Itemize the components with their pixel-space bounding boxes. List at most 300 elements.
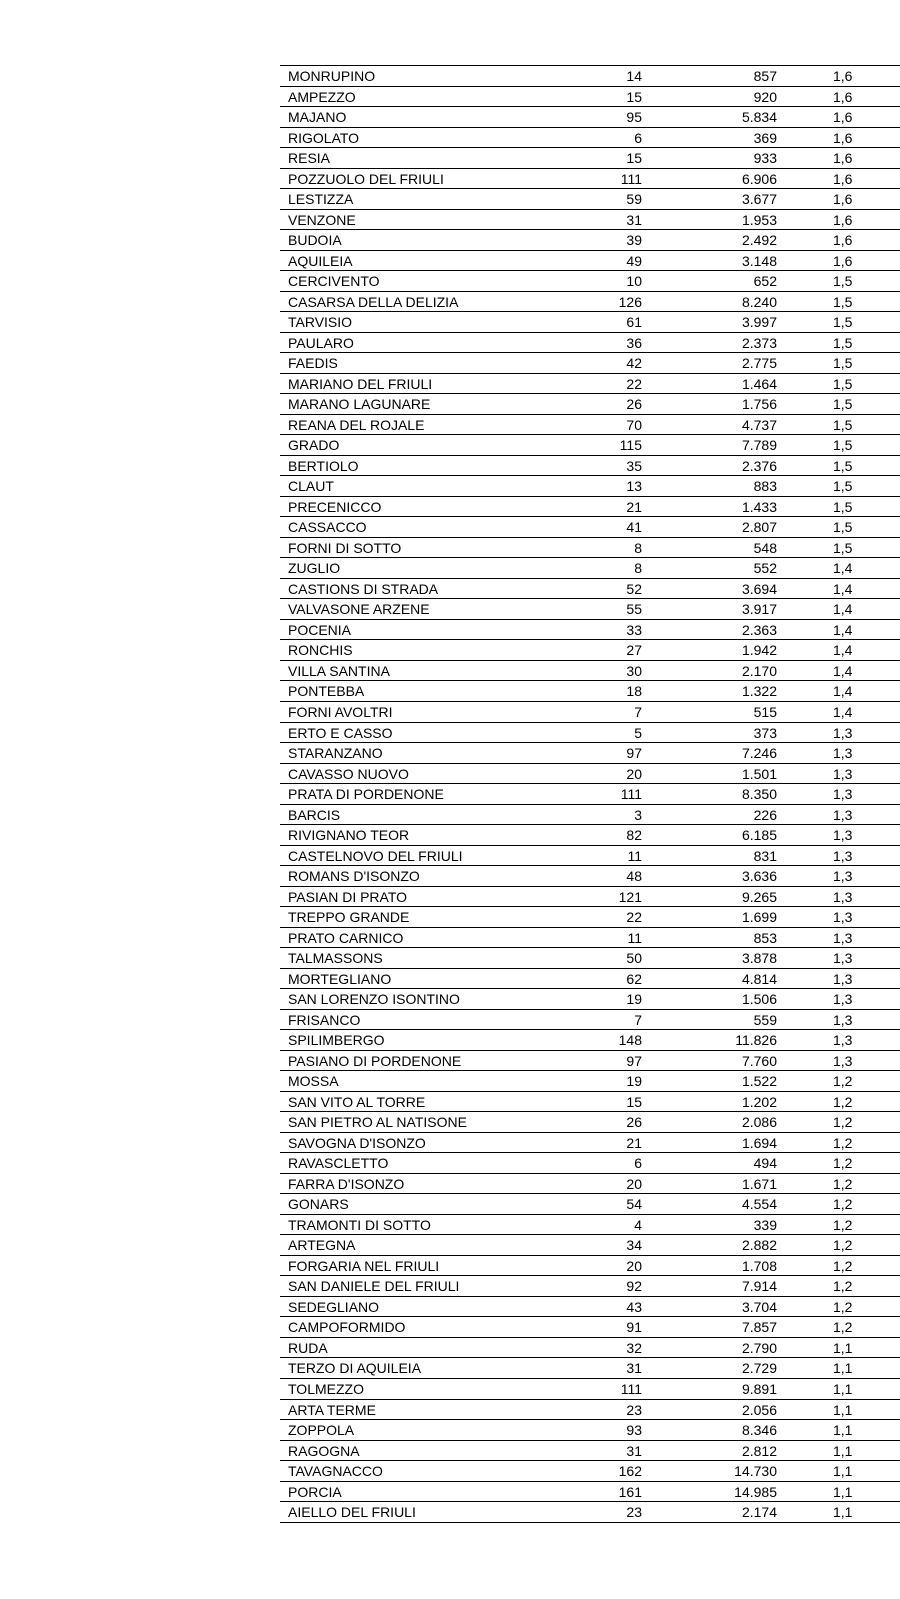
population: 1.322 bbox=[741, 683, 777, 700]
table-row bbox=[280, 1441, 900, 1462]
table-row bbox=[280, 620, 900, 641]
population: 1.433 bbox=[741, 498, 777, 515]
table-row bbox=[280, 456, 900, 477]
municipality-name: MAJANO bbox=[288, 109, 347, 126]
case-count: 32 bbox=[626, 1339, 642, 1356]
municipality-name: FORNI AVOLTRI bbox=[288, 703, 393, 720]
municipality-name: TALMASSONS bbox=[288, 950, 383, 967]
population: 7.789 bbox=[741, 437, 777, 454]
population: 652 bbox=[753, 273, 777, 290]
municipality-name: GRADO bbox=[288, 437, 340, 454]
table-row bbox=[280, 1133, 900, 1154]
case-count: 6 bbox=[634, 1155, 642, 1172]
municipality-name: PASIANO DI PORDENONE bbox=[288, 1052, 462, 1069]
population: 8.346 bbox=[741, 1422, 777, 1439]
population: 933 bbox=[753, 150, 777, 167]
rate-value: 1,3 bbox=[833, 847, 853, 864]
case-count: 126 bbox=[618, 293, 642, 310]
case-count: 91 bbox=[626, 1319, 642, 1336]
municipality-name: PRATO CARNICO bbox=[288, 929, 404, 946]
rate-value: 1,3 bbox=[833, 1011, 853, 1028]
rate-value: 1,6 bbox=[833, 252, 853, 269]
population: 3.677 bbox=[741, 191, 777, 208]
case-count: 22 bbox=[626, 375, 642, 392]
rate-value: 1,6 bbox=[833, 232, 853, 249]
table-row bbox=[280, 66, 900, 87]
municipality-name: GONARS bbox=[288, 1196, 349, 1213]
population: 3.148 bbox=[741, 252, 777, 269]
population: 3.997 bbox=[741, 314, 777, 331]
case-count: 30 bbox=[626, 662, 642, 679]
population: 226 bbox=[753, 806, 777, 823]
municipality-name: BUDOIA bbox=[288, 232, 342, 249]
population: 1.694 bbox=[741, 1134, 777, 1151]
rate-value: 1,2 bbox=[833, 1114, 853, 1131]
case-count: 49 bbox=[626, 252, 642, 269]
table-row bbox=[280, 1502, 900, 1523]
case-count: 121 bbox=[618, 888, 642, 905]
population: 1.708 bbox=[741, 1257, 777, 1274]
rate-value: 1,4 bbox=[833, 621, 853, 638]
case-count: 8 bbox=[634, 539, 642, 556]
population: 6.185 bbox=[741, 827, 777, 844]
rate-value: 1,3 bbox=[833, 806, 853, 823]
rate-value: 1,3 bbox=[833, 1032, 853, 1049]
rate-value: 1,2 bbox=[833, 1278, 853, 1295]
municipality-name: PRATA DI PORDENONE bbox=[288, 786, 444, 803]
table-row bbox=[280, 640, 900, 661]
case-count: 15 bbox=[626, 88, 642, 105]
table-row bbox=[280, 189, 900, 210]
case-count: 161 bbox=[618, 1483, 642, 1500]
population: 7.760 bbox=[741, 1052, 777, 1069]
municipality-name: ZOPPOLA bbox=[288, 1422, 355, 1439]
municipality-name: TERZO DI AQUILEIA bbox=[288, 1360, 422, 1377]
rate-value: 1,3 bbox=[833, 1052, 853, 1069]
municipality-name: CASARSA DELLA DELIZIA bbox=[288, 293, 459, 310]
population: 2.086 bbox=[741, 1114, 777, 1131]
population: 1.942 bbox=[741, 642, 777, 659]
rate-value: 1,4 bbox=[833, 601, 853, 618]
table-row bbox=[280, 333, 900, 354]
table-row bbox=[280, 1235, 900, 1256]
rate-value: 1,5 bbox=[833, 437, 853, 454]
rate-value: 1,5 bbox=[833, 498, 853, 515]
population: 2.492 bbox=[741, 232, 777, 249]
municipality-name: TAVAGNACCO bbox=[288, 1463, 383, 1480]
rate-value: 1,2 bbox=[833, 1298, 853, 1315]
rate-value: 1,3 bbox=[833, 909, 853, 926]
table-row bbox=[280, 538, 900, 559]
municipality-name: TOLMEZZO bbox=[288, 1381, 364, 1397]
population: 2.790 bbox=[741, 1339, 777, 1356]
case-count: 62 bbox=[626, 970, 642, 987]
case-count: 48 bbox=[626, 868, 642, 885]
population: 3.917 bbox=[741, 601, 777, 618]
table-row bbox=[280, 1030, 900, 1051]
municipality-name: SEDEGLIANO bbox=[288, 1298, 380, 1315]
municipality-name: VALVASONE ARZENE bbox=[288, 601, 430, 618]
rate-value: 1,6 bbox=[833, 68, 853, 84]
rate-value: 1,5 bbox=[833, 396, 853, 413]
table-row bbox=[280, 907, 900, 928]
case-count: 148 bbox=[618, 1032, 642, 1049]
table-row bbox=[280, 87, 900, 108]
case-count: 111 bbox=[620, 1381, 642, 1397]
case-count: 3 bbox=[634, 806, 642, 823]
table-row bbox=[280, 107, 900, 128]
case-count: 6 bbox=[634, 129, 642, 146]
rate-value: 1,5 bbox=[833, 355, 853, 372]
population: 339 bbox=[753, 1216, 777, 1233]
case-count: 27 bbox=[626, 642, 642, 659]
table-row bbox=[280, 1153, 900, 1174]
rate-value: 1,6 bbox=[833, 88, 853, 105]
table-row bbox=[280, 353, 900, 374]
case-count: 50 bbox=[626, 950, 642, 967]
rate-value: 1,3 bbox=[833, 745, 853, 762]
population: 2.807 bbox=[741, 519, 777, 536]
case-count: 115 bbox=[619, 437, 642, 454]
population: 2.170 bbox=[741, 662, 777, 679]
rate-value: 1,6 bbox=[833, 211, 853, 228]
table-row bbox=[280, 517, 900, 538]
rate-value: 1,5 bbox=[833, 539, 853, 556]
municipality-name: MONRUPINO bbox=[288, 68, 376, 84]
population: 2.363 bbox=[741, 621, 777, 638]
rate-value: 1,1 bbox=[833, 1463, 853, 1480]
rate-value: 1,5 bbox=[833, 273, 853, 290]
population: 2.056 bbox=[741, 1401, 777, 1418]
municipality-name: CASSACCO bbox=[288, 519, 367, 536]
table-row bbox=[280, 1400, 900, 1421]
population: 9.891 bbox=[741, 1381, 777, 1397]
rate-value: 1,4 bbox=[833, 560, 853, 577]
rate-value: 1,1 bbox=[833, 1339, 853, 1356]
case-count: 13 bbox=[626, 478, 642, 495]
population: 831 bbox=[753, 847, 777, 864]
rate-value: 1,3 bbox=[833, 950, 853, 967]
municipality-name: VILLA SANTINA bbox=[288, 662, 390, 679]
rate-value: 1,1 bbox=[833, 1360, 853, 1377]
population: 2.775 bbox=[741, 355, 777, 372]
population: 6.906 bbox=[741, 170, 777, 187]
rate-value: 1,1 bbox=[833, 1504, 853, 1521]
case-count: 19 bbox=[626, 1073, 642, 1090]
table-row bbox=[280, 210, 900, 231]
municipality-name: MARIANO DEL FRIULI bbox=[288, 375, 433, 392]
case-count: 35 bbox=[626, 457, 642, 474]
table-row bbox=[280, 1256, 900, 1277]
rate-value: 1,5 bbox=[833, 314, 853, 331]
municipality-name: SAN LORENZO ISONTINO bbox=[288, 991, 460, 1008]
case-count: 15 bbox=[626, 150, 642, 167]
table-row bbox=[280, 251, 900, 272]
case-count: 97 bbox=[626, 745, 642, 762]
municipality-name: PASIAN DI PRATO bbox=[288, 888, 408, 905]
rate-value: 1,1 bbox=[833, 1422, 853, 1439]
municipality-name: FRISANCO bbox=[288, 1011, 361, 1028]
rate-value: 1,6 bbox=[833, 170, 853, 187]
population: 1.953 bbox=[741, 211, 777, 228]
case-count: 52 bbox=[626, 580, 642, 597]
rate-value: 1,4 bbox=[833, 642, 853, 659]
population: 373 bbox=[753, 724, 777, 741]
population: 494 bbox=[753, 1155, 777, 1172]
table-row bbox=[280, 271, 900, 292]
table-row bbox=[280, 1215, 900, 1236]
table-row bbox=[280, 374, 900, 395]
population: 3.704 bbox=[741, 1298, 777, 1315]
table-row bbox=[280, 743, 900, 764]
rate-value: 1,5 bbox=[833, 416, 853, 433]
population: 9.265 bbox=[741, 888, 777, 905]
case-count: 7 bbox=[634, 1011, 642, 1028]
table-row bbox=[280, 948, 900, 969]
municipality-name: BERTIOLO bbox=[288, 457, 359, 474]
case-count: 10 bbox=[626, 273, 642, 290]
rate-value: 1,2 bbox=[833, 1073, 853, 1090]
municipality-name: RIGOLATO bbox=[288, 129, 360, 146]
rate-value: 1,1 bbox=[833, 1401, 853, 1418]
municipality-name: LESTIZZA bbox=[288, 191, 354, 208]
case-count: 8 bbox=[634, 560, 642, 577]
case-count: 43 bbox=[626, 1298, 642, 1315]
municipality-name: CERCIVENTO bbox=[288, 273, 380, 290]
table-row bbox=[280, 1112, 900, 1133]
rate-value: 1,6 bbox=[833, 109, 853, 126]
table-row bbox=[280, 1379, 900, 1400]
municipality-name: FARRA D'ISONZO bbox=[288, 1175, 405, 1192]
population: 1.671 bbox=[741, 1175, 777, 1192]
rate-value: 1,3 bbox=[833, 786, 853, 803]
rate-value: 1,2 bbox=[833, 1216, 853, 1233]
case-count: 31 bbox=[626, 1360, 642, 1377]
data-table bbox=[280, 65, 900, 1523]
case-count: 162 bbox=[618, 1463, 642, 1480]
rate-value: 1,5 bbox=[833, 334, 853, 351]
municipality-name: SPILIMBERGO bbox=[288, 1032, 385, 1049]
municipality-name: RESIA bbox=[288, 150, 331, 167]
table-row bbox=[280, 1338, 900, 1359]
rate-value: 1,5 bbox=[833, 519, 853, 536]
table-row bbox=[280, 599, 900, 620]
rate-value: 1,2 bbox=[833, 1319, 853, 1336]
municipality-name: RAGOGNA bbox=[288, 1442, 360, 1459]
rate-value: 1,3 bbox=[833, 888, 853, 905]
municipality-name: PONTEBBA bbox=[288, 683, 365, 700]
rate-value: 1,5 bbox=[833, 375, 853, 392]
population: 4.554 bbox=[741, 1196, 777, 1213]
table-row bbox=[280, 1071, 900, 1092]
table-row bbox=[280, 1194, 900, 1215]
population: 8.350 bbox=[741, 786, 777, 803]
population: 2.812 bbox=[741, 1442, 777, 1459]
case-count: 20 bbox=[626, 1257, 642, 1274]
case-count: 4 bbox=[634, 1216, 642, 1233]
rate-value: 1,3 bbox=[833, 868, 853, 885]
municipality-name: TRAMONTI DI SOTTO bbox=[288, 1216, 431, 1233]
population: 853 bbox=[753, 929, 777, 946]
table-row bbox=[280, 1051, 900, 1072]
municipality-name: RAVASCLETTO bbox=[288, 1155, 389, 1172]
case-count: 18 bbox=[626, 683, 642, 700]
case-count: 15 bbox=[626, 1093, 642, 1110]
population: 4.814 bbox=[741, 970, 777, 987]
table-row bbox=[280, 292, 900, 313]
municipality-name: ZUGLIO bbox=[288, 560, 341, 577]
case-count: 23 bbox=[626, 1401, 642, 1418]
rate-value: 1,4 bbox=[833, 662, 853, 679]
population: 515 bbox=[753, 703, 777, 720]
population: 548 bbox=[753, 539, 777, 556]
case-count: 111 bbox=[620, 786, 642, 803]
population: 3.878 bbox=[741, 950, 777, 967]
case-count: 23 bbox=[626, 1504, 642, 1521]
case-count: 61 bbox=[626, 314, 642, 331]
municipality-name: FORGARIA NEL FRIULI bbox=[288, 1257, 440, 1274]
table-row bbox=[280, 558, 900, 579]
municipality-name: AMPEZZO bbox=[288, 88, 356, 105]
municipality-name: MOSSA bbox=[288, 1073, 339, 1090]
rate-value: 1,2 bbox=[833, 1134, 853, 1151]
population: 1.756 bbox=[741, 396, 777, 413]
case-count: 21 bbox=[626, 498, 642, 515]
municipality-name: MORTEGLIANO bbox=[288, 970, 392, 987]
case-count: 11 bbox=[627, 847, 642, 864]
municipality-name: PAULARO bbox=[288, 334, 354, 351]
population: 857 bbox=[753, 68, 777, 84]
municipality-name: MARANO LAGUNARE bbox=[288, 396, 431, 413]
table-row bbox=[280, 846, 900, 867]
population: 1.506 bbox=[741, 991, 777, 1008]
municipality-name: REANA DEL ROJALE bbox=[288, 416, 425, 433]
rate-value: 1,6 bbox=[833, 129, 853, 146]
population: 11.826 bbox=[735, 1032, 777, 1049]
table-row bbox=[280, 1174, 900, 1195]
table-row bbox=[280, 866, 900, 887]
municipality-name: SAN VITO AL TORRE bbox=[288, 1093, 426, 1110]
population: 1.699 bbox=[741, 909, 777, 926]
table-row bbox=[280, 1010, 900, 1031]
rate-value: 1,4 bbox=[833, 683, 853, 700]
population: 883 bbox=[753, 478, 777, 495]
table-row bbox=[280, 825, 900, 846]
municipality-name: POCENIA bbox=[288, 621, 352, 638]
municipality-name: FAEDIS bbox=[288, 355, 338, 372]
rate-value: 1,2 bbox=[833, 1257, 853, 1274]
rate-value: 1,2 bbox=[833, 1093, 853, 1110]
municipality-name: ERTO E CASSO bbox=[288, 724, 393, 741]
municipality-name: CLAUT bbox=[288, 478, 334, 495]
municipality-name: TARVISIO bbox=[288, 314, 353, 331]
case-count: 26 bbox=[626, 1114, 642, 1131]
population: 1.202 bbox=[741, 1093, 777, 1110]
municipality-name: RONCHIS bbox=[288, 642, 353, 659]
rate-value: 1,3 bbox=[833, 970, 853, 987]
table-row bbox=[280, 148, 900, 169]
rate-value: 1,4 bbox=[833, 580, 853, 597]
table-row bbox=[280, 312, 900, 333]
table-row bbox=[280, 723, 900, 744]
rate-value: 1,1 bbox=[833, 1442, 853, 1459]
rate-value: 1,3 bbox=[833, 991, 853, 1008]
population: 920 bbox=[753, 88, 777, 105]
case-count: 22 bbox=[626, 909, 642, 926]
population: 7.857 bbox=[741, 1319, 777, 1336]
rate-value: 1,3 bbox=[833, 765, 853, 782]
rate-value: 1,3 bbox=[833, 724, 853, 741]
case-count: 39 bbox=[626, 232, 642, 249]
case-count: 41 bbox=[626, 519, 642, 536]
case-count: 34 bbox=[626, 1237, 642, 1254]
municipality-name: AQUILEIA bbox=[288, 252, 353, 269]
population: 2.882 bbox=[741, 1237, 777, 1254]
table-row bbox=[280, 415, 900, 436]
case-count: 82 bbox=[626, 827, 642, 844]
case-count: 42 bbox=[626, 355, 642, 372]
population: 1.522 bbox=[741, 1073, 777, 1090]
rate-value: 1,4 bbox=[833, 703, 853, 720]
table-row bbox=[280, 230, 900, 251]
table-row bbox=[280, 1317, 900, 1338]
population: 369 bbox=[753, 129, 777, 146]
rate-value: 1,2 bbox=[833, 1155, 853, 1172]
table-row bbox=[280, 661, 900, 682]
case-count: 95 bbox=[626, 109, 642, 126]
case-count: 26 bbox=[626, 396, 642, 413]
case-count: 31 bbox=[626, 1442, 642, 1459]
rate-value: 1,2 bbox=[833, 1237, 853, 1254]
case-count: 33 bbox=[626, 621, 642, 638]
population: 2.376 bbox=[741, 457, 777, 474]
municipality-name: PRECENICCO bbox=[288, 498, 382, 515]
municipality-name: FORNI DI SOTTO bbox=[288, 539, 402, 556]
municipality-name: ROMANS D'ISONZO bbox=[288, 868, 420, 885]
case-count: 7 bbox=[634, 703, 642, 720]
case-count: 19 bbox=[626, 991, 642, 1008]
table-row bbox=[280, 1297, 900, 1318]
municipality-name: CASTIONS DI STRADA bbox=[288, 580, 439, 597]
municipality-name: RUDA bbox=[288, 1339, 328, 1356]
population: 14.985 bbox=[734, 1483, 777, 1500]
case-count: 70 bbox=[626, 416, 642, 433]
case-count: 14 bbox=[626, 68, 642, 84]
rate-value: 1,6 bbox=[833, 150, 853, 167]
municipality-name: SAN PIETRO AL NATISONE bbox=[288, 1114, 467, 1131]
rate-value: 1,1 bbox=[833, 1381, 853, 1397]
table-row bbox=[280, 805, 900, 826]
municipality-name: CAVASSO NUOVO bbox=[288, 765, 409, 782]
rate-value: 1,5 bbox=[833, 293, 853, 310]
case-count: 5 bbox=[634, 724, 642, 741]
population: 7.914 bbox=[741, 1278, 777, 1295]
table-row bbox=[280, 497, 900, 518]
population: 2.174 bbox=[741, 1504, 777, 1521]
table-row bbox=[280, 394, 900, 415]
table-row bbox=[280, 1092, 900, 1113]
case-count: 59 bbox=[626, 191, 642, 208]
table-row bbox=[280, 764, 900, 785]
rate-value: 1,2 bbox=[833, 1196, 853, 1213]
municipality-name: SAN DANIELE DEL FRIULI bbox=[288, 1278, 460, 1295]
table-row bbox=[280, 702, 900, 723]
table-row bbox=[280, 1420, 900, 1441]
table-row bbox=[280, 579, 900, 600]
population: 4.737 bbox=[741, 416, 777, 433]
case-count: 31 bbox=[626, 211, 642, 228]
table-row bbox=[280, 784, 900, 805]
